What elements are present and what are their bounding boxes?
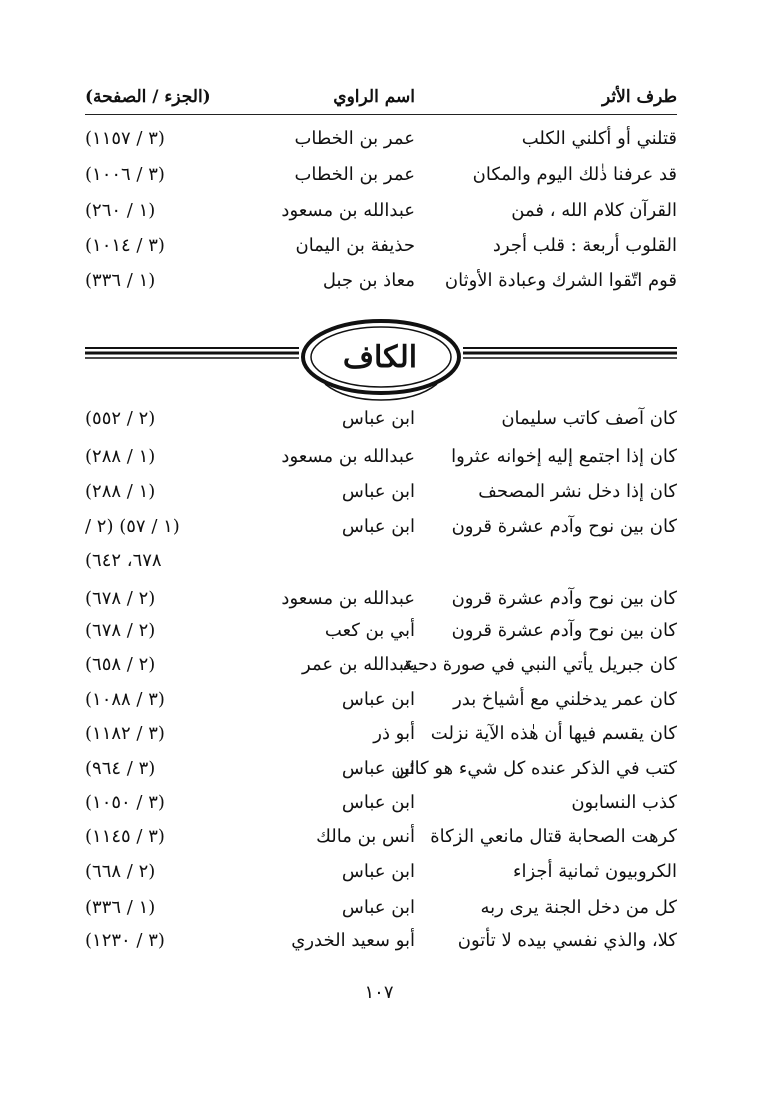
reference: (٣ / ١٠٨٨): [85, 689, 165, 710]
athar-text: كذب النسابون: [571, 792, 677, 813]
reference: (١ / ٣٣٦): [85, 270, 156, 291]
table-header: [85, 84, 677, 110]
rawi-name: عمر بن الخطاب: [294, 164, 415, 185]
rawi-name: أبو سعيد الخدري: [291, 930, 415, 951]
table-row: [85, 442, 677, 472]
athar-text: كرهت الصحابة قتال مانعي الزكاة: [430, 826, 677, 847]
rawi-name: ابن عباس: [341, 897, 415, 918]
rawi-name: حذيفة بن اليمان: [295, 235, 415, 256]
reference: (١ / ٢٦٠): [85, 200, 156, 221]
rawi-name: ابن عباس: [341, 758, 415, 779]
reference: (٢ / ٦٧٨): [85, 588, 156, 609]
table-row: [85, 231, 677, 261]
reference: (١ / ٢٨٨): [85, 446, 156, 467]
reference: (٣ / ١١٨٢): [85, 723, 165, 744]
reference: (٣ / ١٠٥٠): [85, 792, 165, 813]
athar-text: قتلني أو أكلني الكلب: [521, 128, 677, 149]
table-row: [85, 404, 677, 434]
rawi-name: ابن عباس: [341, 481, 415, 502]
rawi-name: عمر بن الخطاب: [294, 128, 415, 149]
header-athar: طرف الأثر: [602, 87, 677, 107]
table-row: [85, 616, 677, 646]
rawi-name: عبدالله بن عمر: [302, 654, 415, 675]
reference: (٢ / ٥٥٢): [85, 408, 156, 429]
table-row: [85, 124, 677, 154]
reference: (٣ / ٩٦٤): [85, 758, 156, 779]
rawi-name: ابن عباس: [341, 861, 415, 882]
athar-text: كل من دخل الجنة يرى ربه: [480, 897, 677, 918]
athar-text: القلوب أربعة : قلب أجرد: [492, 235, 677, 256]
athar-text: كان جبريل يأتي النبي في صورة دحية: [402, 654, 677, 675]
athar-text: كتب في الذكر عنده كل شيء هو كائن: [395, 758, 677, 779]
reference: (٢ / ٦٦٨): [85, 861, 156, 882]
rawi-name: معاذ بن جبل: [322, 270, 415, 291]
athar-text: كان إذا دخل نشر المصحف: [478, 481, 677, 502]
rawi-name: عبدالله بن مسعود: [281, 200, 415, 221]
reference: (٢ / ٦٧٨): [85, 620, 156, 641]
table-row: [85, 685, 677, 715]
rawi-name: ابن عباس: [341, 792, 415, 813]
athar-text: كان آصف كاتب سليمان: [501, 408, 677, 429]
reference: (٣ / ١١٤٥): [85, 826, 165, 847]
athar-text: قد عرفنا ذٰلك اليوم والمكان: [472, 164, 677, 185]
page-number: ١٠٧: [364, 982, 394, 1003]
reference: (٣ / ١٢٣٠): [85, 930, 165, 951]
section-banner: [85, 314, 677, 404]
reference: (١ / ٣٣٦): [85, 897, 156, 918]
table-row: [85, 754, 677, 784]
athar-text: كلا، والذي نفسي بيده لا تأتون: [457, 930, 677, 951]
athar-text: كان بين نوح وآدم عشرة قرون: [451, 588, 677, 609]
table-row: [85, 477, 677, 507]
table-row: [85, 719, 677, 749]
table-row: [85, 512, 677, 542]
table-row: [85, 160, 677, 190]
rawi-name: ابن عباس: [341, 689, 415, 710]
athar-text: كان يقسم فيها أن هٰذه الآية نزلت: [430, 723, 677, 744]
reference: (١ / ٢٨٨): [85, 481, 156, 502]
table-row: [85, 788, 677, 818]
rawi-name: عبدالله بن مسعود: [281, 588, 415, 609]
header-reference: (الجزء / الصفحة): [85, 87, 211, 107]
table-row: [85, 650, 677, 680]
rawi-name: ابن عباس: [341, 516, 415, 537]
athar-text: قوم اتّقوا الشرك وعبادة الأوثان: [444, 270, 677, 291]
section-title: الكاف: [342, 340, 418, 375]
athar-text: كان عمر يدخلني مع أشياخ بدر: [453, 689, 677, 710]
table-row: [85, 196, 677, 226]
reference: (٣ / ١٠١٤): [85, 235, 165, 256]
table-row: [85, 926, 677, 956]
header-rawi: اسم الراوي: [333, 87, 415, 107]
reference: (١ / ٥٧) (٢ /: [85, 516, 180, 537]
rawi-name: ابن عباس: [341, 408, 415, 429]
header-divider: [85, 114, 677, 115]
table-row-continuation: [85, 546, 677, 576]
athar-text: الكروبيون ثمانية أجزاء: [513, 861, 677, 882]
reference-continuation: ٦٧٨، ٦٤٢): [85, 550, 162, 571]
reference: (٣ / ١٠٠٦): [85, 164, 165, 185]
athar-text: القرآن كلام الله ، فمن: [511, 200, 677, 221]
rawi-name: أنس بن مالك: [316, 826, 415, 847]
table-row: [85, 266, 677, 296]
reference: (٣ / ١١٥٧): [85, 128, 165, 149]
rawi-name: أبي بن كعب: [324, 620, 415, 641]
table-row: [85, 893, 677, 923]
table-row: [85, 857, 677, 887]
rawi-name: عبدالله بن مسعود: [281, 446, 415, 467]
athar-text: كان بين نوح وآدم عشرة قرون: [451, 516, 677, 537]
table-row: [85, 822, 677, 852]
rawi-name: أبو ذر: [373, 723, 415, 744]
athar-text: كان إذا اجتمع إليه إخوانه عثروا: [451, 446, 677, 467]
athar-text: كان بين نوح وآدم عشرة قرون: [451, 620, 677, 641]
reference: (٢ / ٦٥٨): [85, 654, 156, 675]
table-row: [85, 584, 677, 614]
